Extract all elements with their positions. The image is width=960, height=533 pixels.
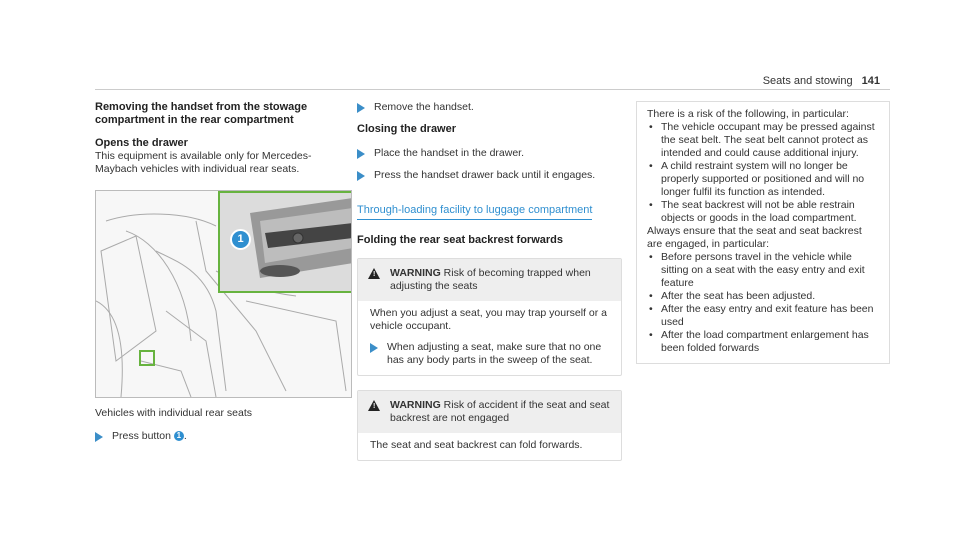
step-press-button xyxy=(95,430,350,443)
warning-header xyxy=(358,391,621,433)
section-title: Seats and stowing xyxy=(762,75,853,87)
list-item: • The seat backrest will not be able restrain objects or goods in the load compartment. xyxy=(647,199,879,225)
warning-body: When you adjust a seat, you may trap yourself or a vehicle occupant. When adjusting a seat, make sure that no one has any body parts in the sweep of the seat. xyxy=(358,301,621,375)
warning-body: The seat and seat backrest can fold forwards. xyxy=(370,439,583,451)
column-1 xyxy=(95,101,350,176)
warning-step: When adjusting a seat, make sure that no one has any body parts in the sweep of the seat. xyxy=(370,341,609,367)
list-item: • After the load compartment enlargement has been folded forwards xyxy=(647,329,879,355)
warning-title: Risk of becoming trapped when adjusting the seats xyxy=(390,267,591,292)
figure-caption: Vehicles with individual rear seats xyxy=(95,407,252,419)
list-item: • A child restraint system will no longer be properly supported or positioned and will no longer fulfil its function as intended. xyxy=(647,160,879,199)
warning-title: Risk of accident if the seat and seat backrest are not engaged xyxy=(390,399,610,424)
folding-heading: Folding the rear seat backrest forwards xyxy=(357,234,564,246)
subheading: Opens the drawer xyxy=(95,137,188,149)
warning-header xyxy=(358,259,621,301)
ensure-text: Always ensure that the seat and seat backrest are engaged, in particular: xyxy=(647,225,862,250)
intro-text: This equipment is available only for Mercedes-Maybach vehicles with individual rear seats. xyxy=(95,150,312,175)
arrow-step-icon xyxy=(357,149,365,159)
list-item: • After the easy entry and exit feature has been used xyxy=(647,303,879,329)
arrow-step-icon xyxy=(95,432,103,442)
seat-figure xyxy=(95,190,352,398)
figure-caption-wrap xyxy=(95,407,350,420)
step-remove: Remove the handset. xyxy=(357,101,622,114)
callout-1: 1 xyxy=(230,229,251,250)
arrow-step-icon xyxy=(370,343,378,353)
page-number: 141 xyxy=(861,75,880,87)
through-loading-link[interactable]: Through-loading facility to luggage compartment xyxy=(357,204,592,220)
warning-box-trap xyxy=(357,258,622,376)
risk-list xyxy=(647,121,879,225)
risk-intro: There is a risk of the following, in particular: xyxy=(647,108,849,120)
warning-label: WARNING xyxy=(390,267,441,279)
button-badge: 1 xyxy=(174,431,184,441)
section-heading: Removing the handset from the stowage compartment in the rear compartment xyxy=(95,101,308,126)
list-item: • Before persons travel in the vehicle while sitting on a seat with the easy entry and exit feature xyxy=(647,251,879,290)
risk-info-box xyxy=(636,101,890,364)
ensure-list xyxy=(647,251,879,355)
step-press-drawer: Press the handset drawer back until it engages. xyxy=(357,169,622,182)
warning-triangle-icon: ! xyxy=(368,268,380,279)
warning-box-accident xyxy=(357,390,622,461)
step-text: Press button 1 . xyxy=(112,430,187,442)
header-rule xyxy=(95,89,890,90)
arrow-step-icon xyxy=(357,171,365,181)
column-3 xyxy=(636,101,890,364)
list-item: • After the seat has been adjusted. xyxy=(647,290,879,303)
page-header xyxy=(763,75,880,88)
warning-triangle-icon: ! xyxy=(368,400,380,411)
arrow-step-icon xyxy=(357,103,365,113)
closing-heading: Closing the drawer xyxy=(357,123,457,135)
list-item: • The vehicle occupant may be pressed against the seat belt. The seat belt cannot protect as intended and could cause additional injury. xyxy=(647,121,879,160)
drawer-detail-inset xyxy=(218,191,352,293)
step-place: Place the handset in the drawer. xyxy=(357,147,622,160)
warning-label: WARNING xyxy=(390,399,441,411)
column-2 xyxy=(357,101,622,461)
